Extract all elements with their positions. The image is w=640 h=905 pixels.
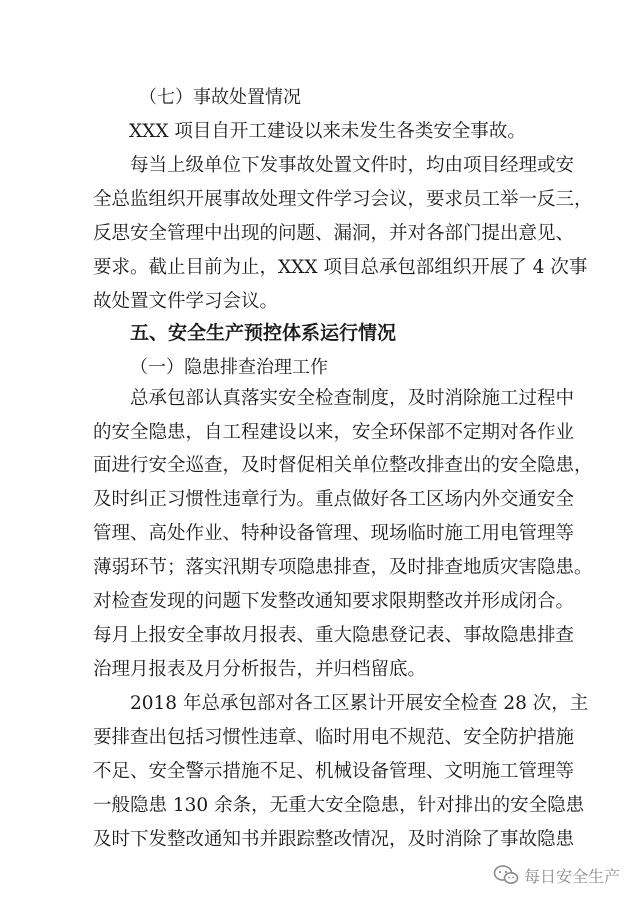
paragraph-line: 每当上级单位下发事故处置文件时，均由项目经理或安 xyxy=(130,155,575,176)
watermark xyxy=(493,863,620,887)
paragraph-line: XXX 项目自开工建设以来未发生各类安全事故。 xyxy=(129,121,526,142)
section-heading-incident-handling: （七）事故处置情况 xyxy=(139,87,301,108)
watermark-text: 每日安全生产 xyxy=(523,866,620,886)
subsection-heading-hazard-inspection: （一）隐患排查治理工作 xyxy=(130,357,328,378)
paragraph-line: 要排查出包括习惯性违章、临时用电不规范、安全防护措施 xyxy=(93,727,575,748)
paragraph-line: 一般隐患 130 余条，无重大安全隐患，针对排出的安全隐患 xyxy=(93,795,585,816)
section-heading-prevention-system: 五、安全生产预控体系运行情况 xyxy=(130,322,397,344)
paragraph-line: 2018 年总承包部对各工区累计开展安全检查 28 次，主 xyxy=(130,693,589,714)
paragraph-line: 反思安全管理中出现的问题、漏洞，并对各部门提出意见、 xyxy=(93,223,575,244)
paragraph-line: 要求。截止目前为止，XXX 项目总承包部组织开展了 4 次事 xyxy=(93,257,588,278)
paragraph-line: 故处置文件学习会议。 xyxy=(93,291,279,312)
paragraph-line: 及时纠正习惯性违章行为。重点做好各工区场内外交通安全 xyxy=(93,489,575,510)
paragraph-line: 治理月报表及月分析报告，并归档留底。 xyxy=(93,659,427,680)
paragraph-line: 薄弱环节；落实汛期专项隐患排查，及时排查地质灾害隐患。 xyxy=(93,557,593,578)
paragraph-line: 管理、高处作业、特种设备管理、现场临时施工用电管理等 xyxy=(93,523,575,544)
wechat-icon xyxy=(493,864,519,886)
paragraph-line: 全总监组织开展事故处理文件学习会议，要求员工举一反三， xyxy=(93,189,593,210)
paragraph-line: 对检查发现的问题下发整改通知要求限期整改并形成闭合。 xyxy=(93,591,575,612)
paragraph-line: 及时下发整改通知书并跟踪整改情况，及时消除了事故隐患 xyxy=(93,829,575,850)
paragraph-line: 面进行安全巡查，及时督促相关单位整改排查出的安全隐患， xyxy=(93,455,593,476)
paragraph-line: 每月上报安全事故月报表、重大隐患登记表、事故隐患排查 xyxy=(93,625,575,646)
paragraph-line: 总承包部认真落实安全检查制度，及时消除施工过程中 xyxy=(130,388,575,409)
paragraph-line: 不足、安全警示措施不足、机械设备管理、文明施工管理等 xyxy=(93,761,575,782)
paragraph-line: 的安全隐患，自工程建设以来，安全环保部不定期对各作业 xyxy=(93,422,575,443)
